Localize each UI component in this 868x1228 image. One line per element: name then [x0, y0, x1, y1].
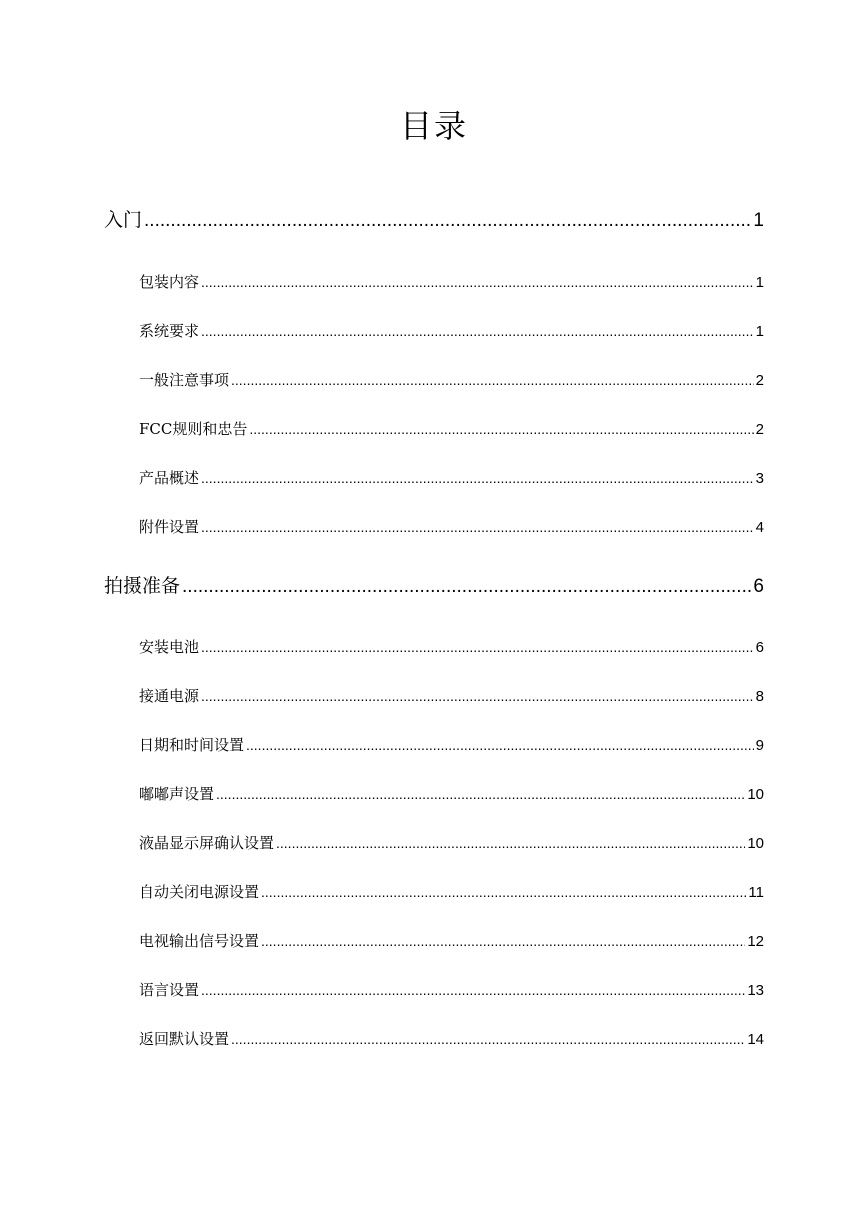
toc-item-label: 液晶显示屏确认设置 — [139, 834, 275, 852]
toc-item-label: 电视输出信号设置 — [139, 932, 260, 950]
toc-leader-dots — [261, 930, 745, 952]
toc-page-number: 8 — [755, 688, 764, 705]
toc-section-label: 拍摄准备 — [104, 575, 181, 597]
toc-leader-dots — [249, 418, 753, 440]
toc-item-label: 一般注意事项 — [139, 371, 230, 389]
toc-page-number: 6 — [753, 576, 764, 597]
toc-leader-dots — [182, 573, 751, 601]
toc-page-number: 2 — [755, 421, 764, 438]
toc-item-label: 系统要求 — [139, 322, 200, 340]
toc-page-number: 6 — [755, 639, 764, 656]
toc-item-label: 日期和时间设置 — [139, 736, 245, 754]
toc-item[interactable] — [139, 271, 764, 294]
toc-page-number: 1 — [753, 210, 764, 231]
toc-item-label: 语言设置 — [139, 981, 200, 999]
toc-page-number: 2 — [755, 372, 764, 389]
toc-page-number: 14 — [747, 1031, 764, 1048]
toc-item-label: 产品概述 — [139, 469, 200, 487]
toc-item[interactable] — [139, 320, 764, 343]
toc-item[interactable] — [139, 1028, 764, 1051]
toc-page-number: 1 — [755, 323, 764, 340]
toc-item-label: 附件设置 — [139, 518, 200, 536]
toc-item-label: 安装电池 — [139, 638, 200, 656]
toc-leader-dots — [201, 516, 754, 538]
toc-item[interactable] — [139, 783, 764, 806]
toc-item[interactable] — [139, 369, 764, 392]
toc-page-number: 11 — [748, 884, 764, 901]
toc-page-number: 1 — [755, 274, 764, 291]
toc-item[interactable] — [139, 516, 764, 539]
toc-section-label: 入门 — [104, 209, 143, 231]
toc-item[interactable] — [139, 930, 764, 953]
toc-item-label: 返回默认设置 — [139, 1030, 230, 1048]
toc-item[interactable] — [139, 881, 764, 904]
toc-leader-dots — [201, 467, 754, 489]
toc-section-preparation[interactable] — [104, 572, 764, 601]
toc-item-label: 接通电源 — [139, 687, 200, 705]
toc-leader-dots — [201, 271, 754, 293]
toc-leader-dots — [246, 734, 754, 756]
toc-leader-dots — [216, 783, 745, 805]
toc-leader-dots — [201, 685, 754, 707]
toc-section-getting-started[interactable] — [104, 206, 764, 235]
toc-item-label: FCC规则和忠告 — [139, 420, 248, 438]
toc-page-number: 12 — [747, 933, 764, 950]
toc-item[interactable] — [139, 832, 764, 855]
toc-leader-dots — [231, 369, 754, 391]
toc-item[interactable] — [139, 467, 764, 490]
toc-page-number: 4 — [755, 519, 764, 536]
toc-item[interactable] — [139, 734, 764, 757]
toc-leader-dots — [231, 1028, 745, 1050]
toc-page-number: 13 — [747, 982, 764, 999]
toc-leader-dots — [276, 832, 745, 854]
toc-leader-dots — [201, 636, 754, 658]
toc-item-label: 嘟嘟声设置 — [139, 785, 215, 803]
toc-item[interactable] — [139, 636, 764, 659]
toc-item-label: 包装内容 — [139, 273, 200, 291]
toc-leader-dots — [201, 320, 754, 342]
toc-page-number: 3 — [755, 470, 764, 487]
toc-leader-dots — [261, 881, 746, 903]
toc-leader-dots — [144, 207, 751, 235]
toc-item[interactable] — [139, 418, 764, 441]
page-title: 目录 — [399, 107, 468, 145]
toc-page-number: 9 — [755, 737, 764, 754]
toc-leader-dots — [201, 979, 745, 1001]
toc-item-label: 自动关闭电源设置 — [139, 883, 260, 901]
toc-item[interactable] — [139, 685, 764, 708]
toc-page-number: 10 — [747, 835, 764, 852]
toc-page-number: 10 — [747, 786, 764, 803]
toc-item[interactable] — [139, 979, 764, 1002]
